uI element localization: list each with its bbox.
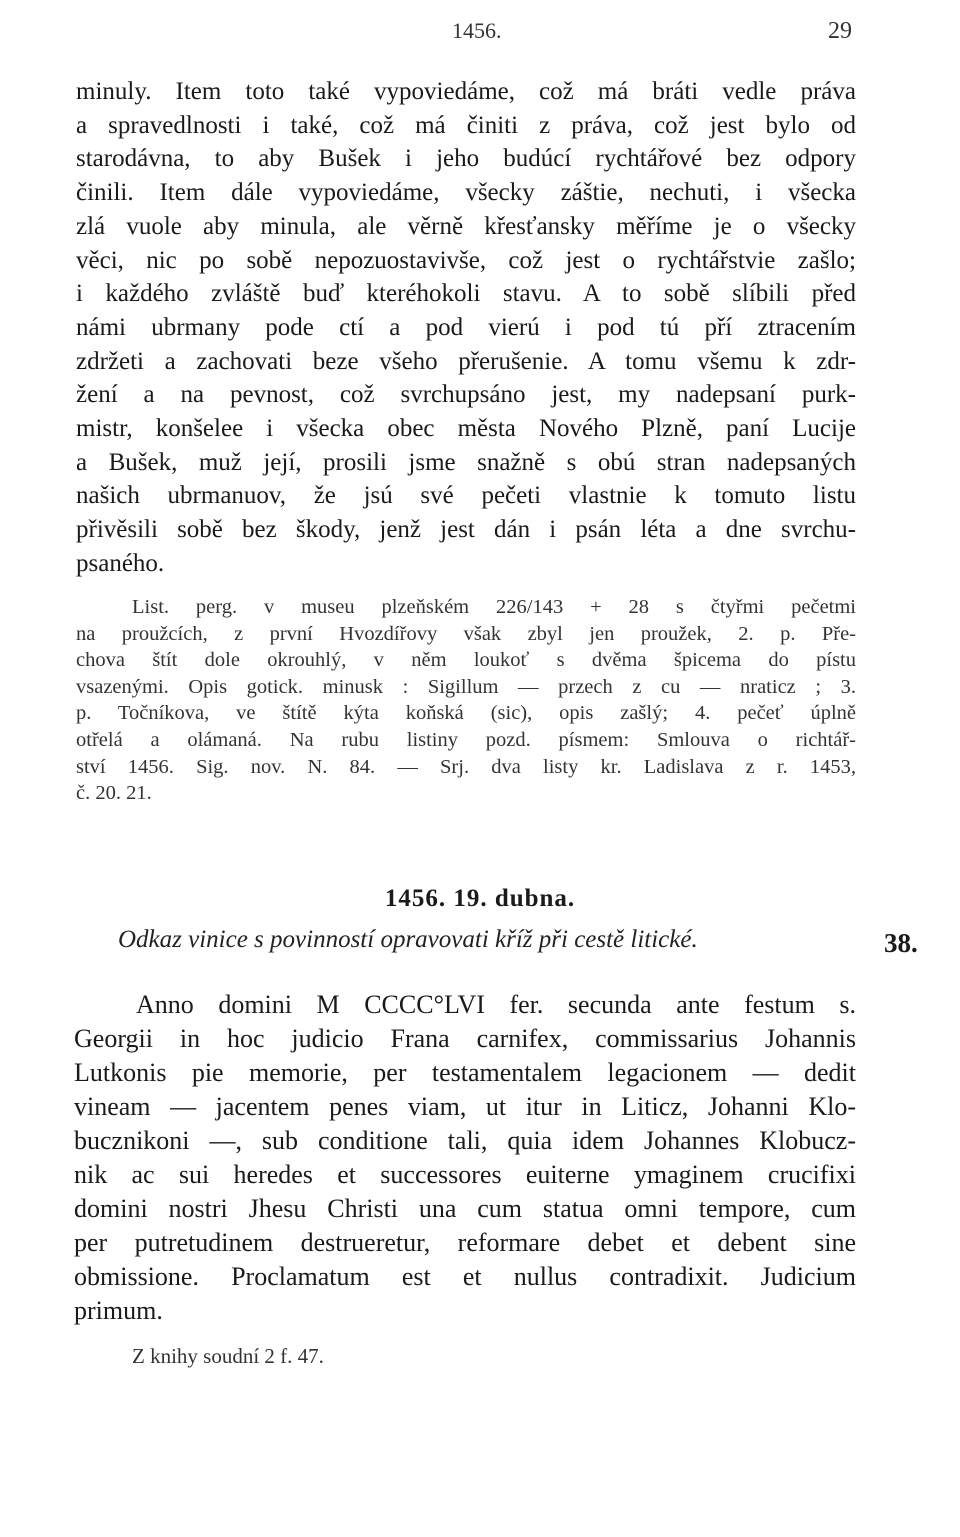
- note-line: otřelá a olámaná. Na rubu listiny pozd. písmem: Smlouva o richtář-: [76, 728, 856, 751]
- note-line: č. 20. 21.: [76, 782, 152, 805]
- latin-line: per putretudinem destrueretur, reformare debet et debent sine: [74, 1228, 856, 1257]
- main-text-paragraph: [76, 75, 856, 581]
- running-head-year: 1456.: [452, 18, 502, 43]
- note-line: ství 1456. Sig. nov. N. 84. — Srj. dva listy kr. Ladislava z r. 1453,: [76, 755, 856, 778]
- latin-line: obmissione. Proclamatum est et nullus contradixit. Judicium: [74, 1262, 856, 1291]
- note-line: na proužcích, z první Hvozdířovy však zbyl jen proužek, 2. p. Pře-: [76, 622, 856, 645]
- source-note: [76, 594, 856, 807]
- text-line: a spravedlnosti i také, což má činiti z práva, což jest bylo od: [76, 111, 856, 139]
- text-line: našich ubrmanuov, že jsú své pečeti vlastnie k tomuto listu: [76, 482, 856, 510]
- latin-line: Anno domini M CCCC°LVI fer. secunda ante festum s.: [136, 990, 856, 1019]
- text-line: mistr, konšelee i všecka obec města Nového Plzně, paní Lucije: [76, 415, 856, 443]
- note-line: chova štít dole okrouhlý, v něm loukoť s dvěma špicema do pístu: [76, 649, 856, 672]
- text-line: přivěsili sobě bez škody, jenž jest dán i psán léta a dne svrchu-: [76, 516, 856, 544]
- latin-line: Lutkonis pie memorie, per testamentalem legacionem — dedit: [74, 1058, 856, 1087]
- source-reference: Z knihy soudní 2 f. 47.: [132, 1344, 324, 1368]
- latin-line: domini nostri Jhesu Christi una cum statua omni tempore, cum: [74, 1194, 856, 1223]
- latin-line: Georgii in hoc judicio Frana carnifex, commissarius Johannis: [74, 1024, 856, 1053]
- text-line: starodávna, to aby Bušek i jeho budúcí rychtářové bez odpory: [76, 145, 856, 173]
- note-line: p. Točníkova, ve štítě kýta koňská (sic), opis zašlý; 4. pečeť úplně: [76, 702, 856, 725]
- document-regest: Odkaz vinice s povinností opravovati kříž při cestě litické.: [118, 926, 698, 953]
- text-line: námi ubrmany pode ctí a pod vierú i pod tú pří ztracením: [76, 313, 856, 341]
- document-date: 1456. 19. dubna.: [384, 885, 576, 912]
- latin-line: primum.: [74, 1296, 163, 1325]
- text-line: a Bušek, muž její, prosili jsme snažně s obú stran nadepsaných: [76, 448, 856, 476]
- latin-line: vineam — jacentem penes viam, ut itur in Liticz, Johanni Klo-: [74, 1092, 856, 1121]
- running-head: [0, 18, 960, 48]
- latin-text-paragraph: [74, 988, 856, 1328]
- latin-line: bucznikoni —, sub conditione tali, quia idem Johannes Klobucz-: [74, 1126, 856, 1155]
- note-line: List. perg. v museu plzeňském 226/143 + 28 s čtyřmi pečetmi: [132, 596, 856, 618]
- text-line: psaného.: [76, 549, 165, 577]
- latin-line: nik ac sui heredes et successores euiterne ymaginem crucifixi: [74, 1160, 856, 1189]
- document-number: 38.: [884, 928, 918, 958]
- text-line: věci, nic po sobě nepozuostavivše, což jest o rychtářstvie zašlo;: [76, 246, 856, 274]
- page-number: 29: [828, 18, 852, 44]
- note-line: vsazenými. Opis gotick. minusk : Sigillum — przech z cu — nraticz ; 3.: [76, 675, 856, 698]
- text-line: žení a na pevnost, což svrchupsáno jest, my nadepsaní purk-: [76, 381, 856, 409]
- text-line: minuly. Item toto také vypoviedáme, což má bráti vedle práva: [76, 78, 856, 105]
- text-line: zlá vuole aby minula, ale věrně křesťansky měříme je o všecky: [76, 212, 856, 240]
- text-line: i každého zvláště buď kteréhokoli stavu. A to sobě slíbili před: [76, 280, 856, 308]
- text-line: zdržeti a zachovati beze všeho přerušenie. A tomu všemu k zdr-: [76, 347, 856, 375]
- text-line: činili. Item dále vypoviedáme, všecky záštie, nechuti, i všecka: [76, 179, 856, 207]
